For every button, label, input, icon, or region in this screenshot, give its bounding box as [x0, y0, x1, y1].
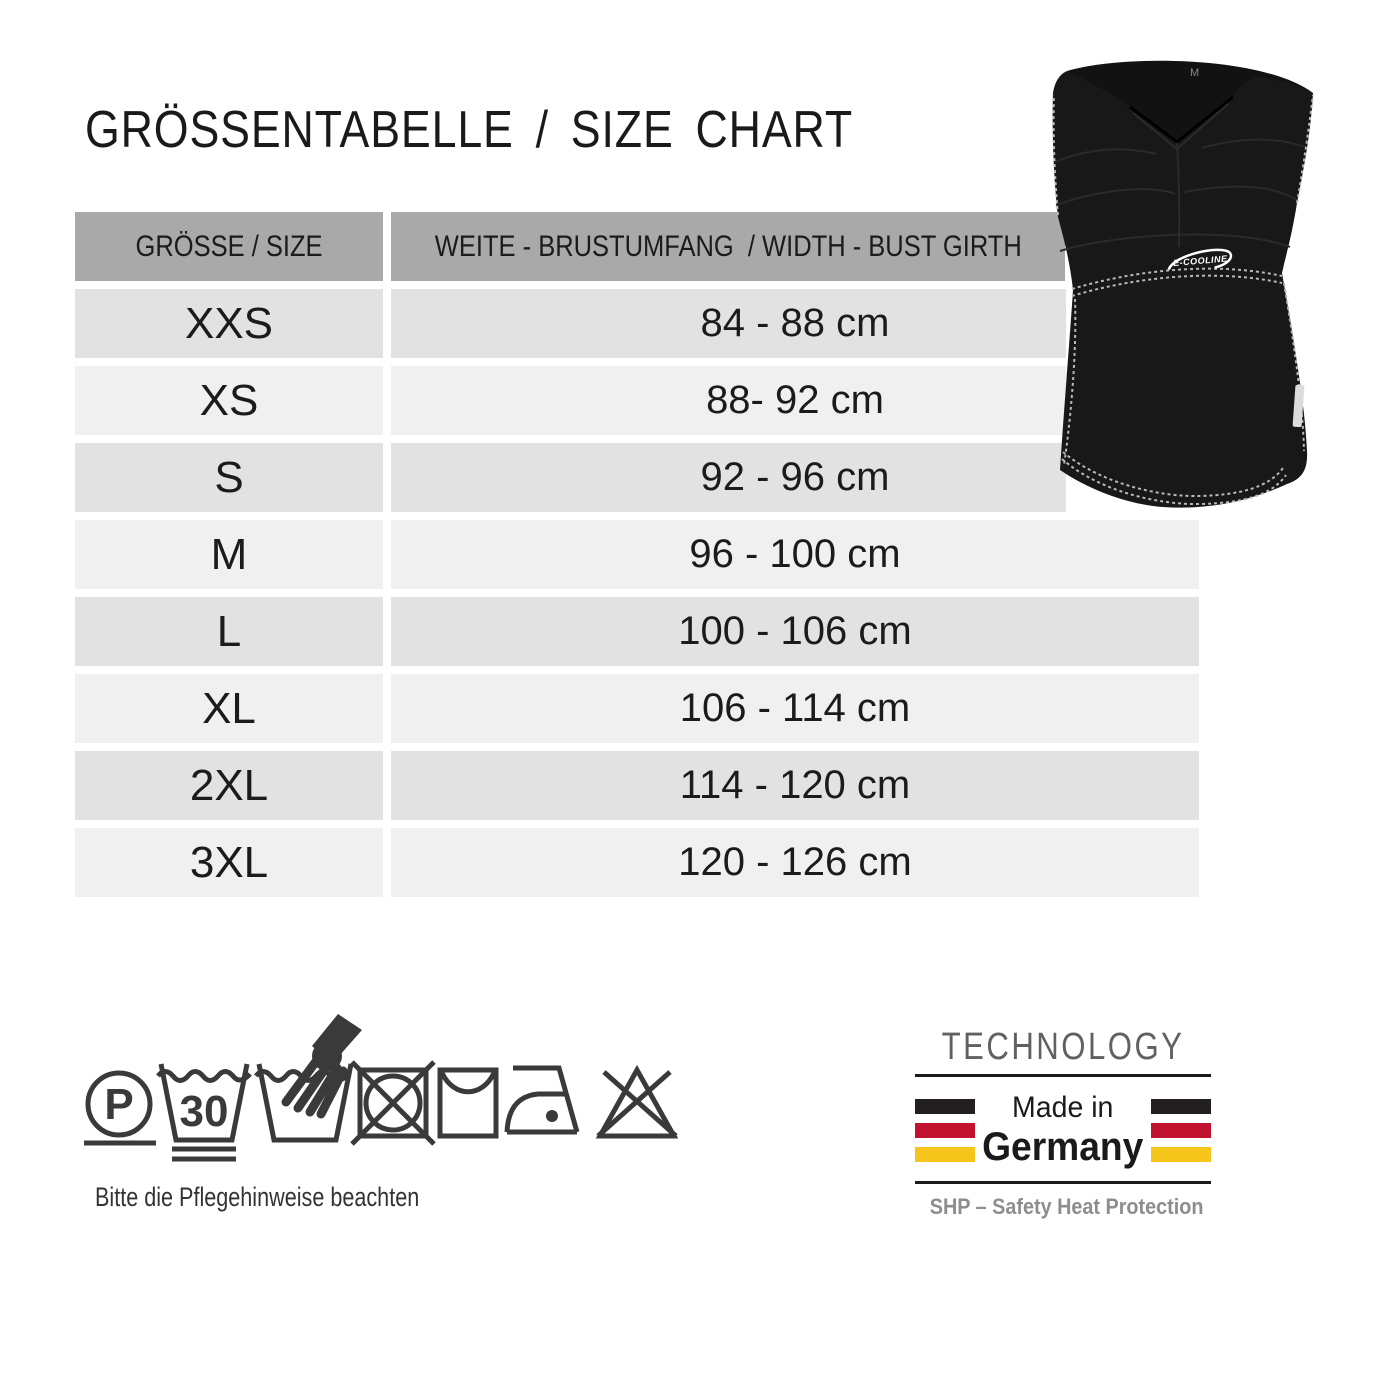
- table-row: [75, 289, 1199, 358]
- range-cell: 106 - 114 cm: [679, 686, 911, 730]
- germany-label: Germany: [982, 1125, 1144, 1169]
- divider-line: [915, 1181, 1211, 1184]
- size-cell: XXS: [75, 289, 383, 358]
- dry-clean-p-icon: [84, 1073, 156, 1143]
- header-size-label: GRÖSSE / SIZE: [135, 229, 323, 263]
- svg-text:E-COOLINE: E-COOLINE: [1172, 253, 1228, 269]
- table-header-row: [75, 212, 1199, 281]
- range-cell: 84 - 88 cm: [700, 301, 890, 345]
- iron-low-icon: [507, 1068, 577, 1132]
- range-cell: 120 - 126 cm: [678, 840, 912, 884]
- hand-wash-icon: [256, 1014, 362, 1140]
- do-not-bleach-icon: [598, 1070, 676, 1136]
- range-cell: 88- 92 cm: [706, 378, 884, 422]
- made-in-germany-badge: [915, 1026, 1211, 1220]
- range-cell: 100 - 106 cm: [678, 609, 912, 653]
- header-width-column: [391, 212, 1065, 281]
- german-flag-right: [1151, 1099, 1211, 1162]
- care-symbols-strip: [80, 1012, 700, 1162]
- made-in-label: Made in: [1012, 1091, 1114, 1124]
- dry-flat-icon: [440, 1070, 496, 1136]
- svg-text:P: P: [104, 1080, 134, 1129]
- table-row: [75, 443, 1199, 512]
- size-cell: XS: [75, 366, 383, 435]
- neck-size-tag: M: [1190, 67, 1200, 79]
- do-not-tumble-dry-icon: [352, 1062, 434, 1144]
- size-cell: 2XL: [75, 751, 383, 820]
- cooling-vest-image: [1044, 50, 1348, 520]
- german-flag-left: [915, 1099, 975, 1162]
- divider-line: [915, 1074, 1211, 1077]
- size-chart-table: [75, 212, 1199, 905]
- header-width-label: WEITE - BRUSTUMFANG / WIDTH - BUST GIRTH: [434, 229, 1022, 263]
- size-cell: 3XL: [75, 828, 383, 897]
- technology-label: TECHNOLOGY: [941, 1026, 1185, 1068]
- svg-text:30: 30: [179, 1087, 229, 1136]
- range-cell: 96 - 100 cm: [689, 532, 901, 576]
- size-cell: XL: [75, 674, 383, 743]
- shp-tagline: SHP – Safety Heat Protection: [929, 1194, 1204, 1219]
- size-cell: L: [75, 597, 383, 666]
- page-title: GRÖSSENTABELLE / SIZE CHART: [85, 101, 854, 159]
- table-row: [75, 520, 1199, 589]
- size-cell: M: [75, 520, 383, 589]
- range-cell: 92 - 96 cm: [700, 455, 890, 499]
- table-row: [75, 597, 1199, 666]
- wash-30-icon: [158, 1064, 250, 1159]
- care-note: Bitte die Pflegehinweise beachten: [95, 1182, 420, 1212]
- product-photo-cooling-vest: [1066, 50, 1348, 520]
- table-row: [75, 751, 1199, 820]
- header-size-column: [75, 212, 383, 281]
- range-cell: 114 - 120 cm: [679, 763, 911, 807]
- table-row: [75, 674, 1199, 743]
- table-row: [75, 366, 1199, 435]
- size-cell: S: [75, 443, 383, 512]
- table-row: [75, 828, 1199, 897]
